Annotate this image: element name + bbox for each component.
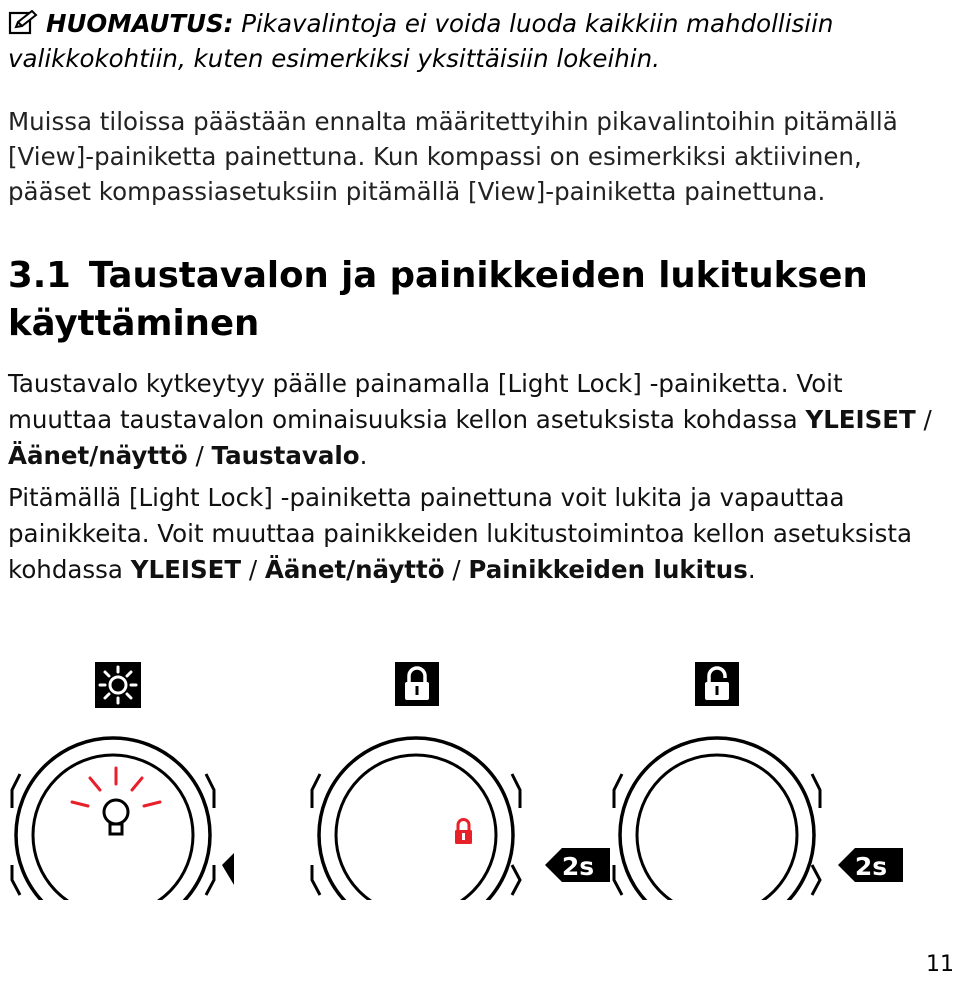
watch-body (614, 738, 820, 900)
panel-backlight (12, 662, 234, 900)
button-lock-paragraph (8, 480, 953, 588)
watch-body (312, 738, 520, 900)
note-block (8, 6, 953, 76)
padlock-closed-icon (395, 662, 439, 706)
menu-path-separator: / (915, 405, 932, 434)
menu-path-button-lock: Painikkeiden lukitus (468, 555, 748, 584)
sentence-end: . (747, 555, 756, 584)
menu-path-separator: / (241, 555, 265, 584)
page-number: 11 (926, 952, 954, 977)
section-heading (8, 252, 948, 348)
panel-lock (312, 662, 610, 900)
note-pencil-icon (8, 10, 38, 36)
section-number: 3.1 (8, 255, 71, 296)
section-title: Taustavalon ja painikkeiden lukituksen käyttäminen (8, 255, 868, 344)
backlight-paragraph (8, 366, 953, 474)
button-lock-text: Pitämällä [Light Lock] -painiketta painettuna voit lukita ja vapauttaa painikkeita. Voit muuttaa painikkeiden lukitustoimintoa kellon asetuksista kohdassa (8, 483, 912, 584)
watch-body (12, 738, 214, 900)
hold-2s-badge (838, 848, 903, 882)
intro-paragraph: Muissa tiloissa päästään ennalta määritettyihin pikavalintoihin pitämällä [View]-painiketta painettuna. Kun kompassi on esimerkiksi aktiivinen, pääset kompassiasetuksiin pitämällä [View]-painiketta painettuna. (8, 107, 898, 206)
menu-path-general: YLEISET (805, 405, 916, 434)
menu-path-separator: / (444, 555, 469, 584)
menu-path-backlight: Taustavalo (211, 441, 360, 470)
hold-2s-label: 2s (854, 852, 888, 881)
panel-unlock (614, 662, 903, 900)
backlight-text: Taustavalo kytkeytyy päälle painamalla [Light Lock] -painiketta. Voit muuttaa taustavalon ominaisuuksia kellon asetuksista kohdassa (8, 369, 843, 434)
button-press-arrow (222, 853, 234, 885)
hold-2s-badge (545, 848, 610, 882)
sentence-end: . (359, 441, 368, 470)
note-label: HUOMAUTUS: (46, 9, 234, 38)
watch-illustration (0, 650, 960, 900)
hold-2s-label: 2s (561, 852, 595, 881)
note-text: Pikavalintoja ei voida luoda kaikkiin mahdollisiin valikkokohtiin, kuten esimerkiksi yksittäisiin lokeihin. (8, 9, 834, 73)
padlock-open-icon (695, 662, 739, 706)
menu-path-separator: / (187, 441, 212, 470)
menu-path-sound-display: Äänet/näyttö (264, 555, 445, 584)
menu-path-sound-display: Äänet/näyttö (8, 441, 188, 470)
sun-icon (95, 662, 141, 708)
menu-path-general: YLEISET (130, 555, 242, 584)
